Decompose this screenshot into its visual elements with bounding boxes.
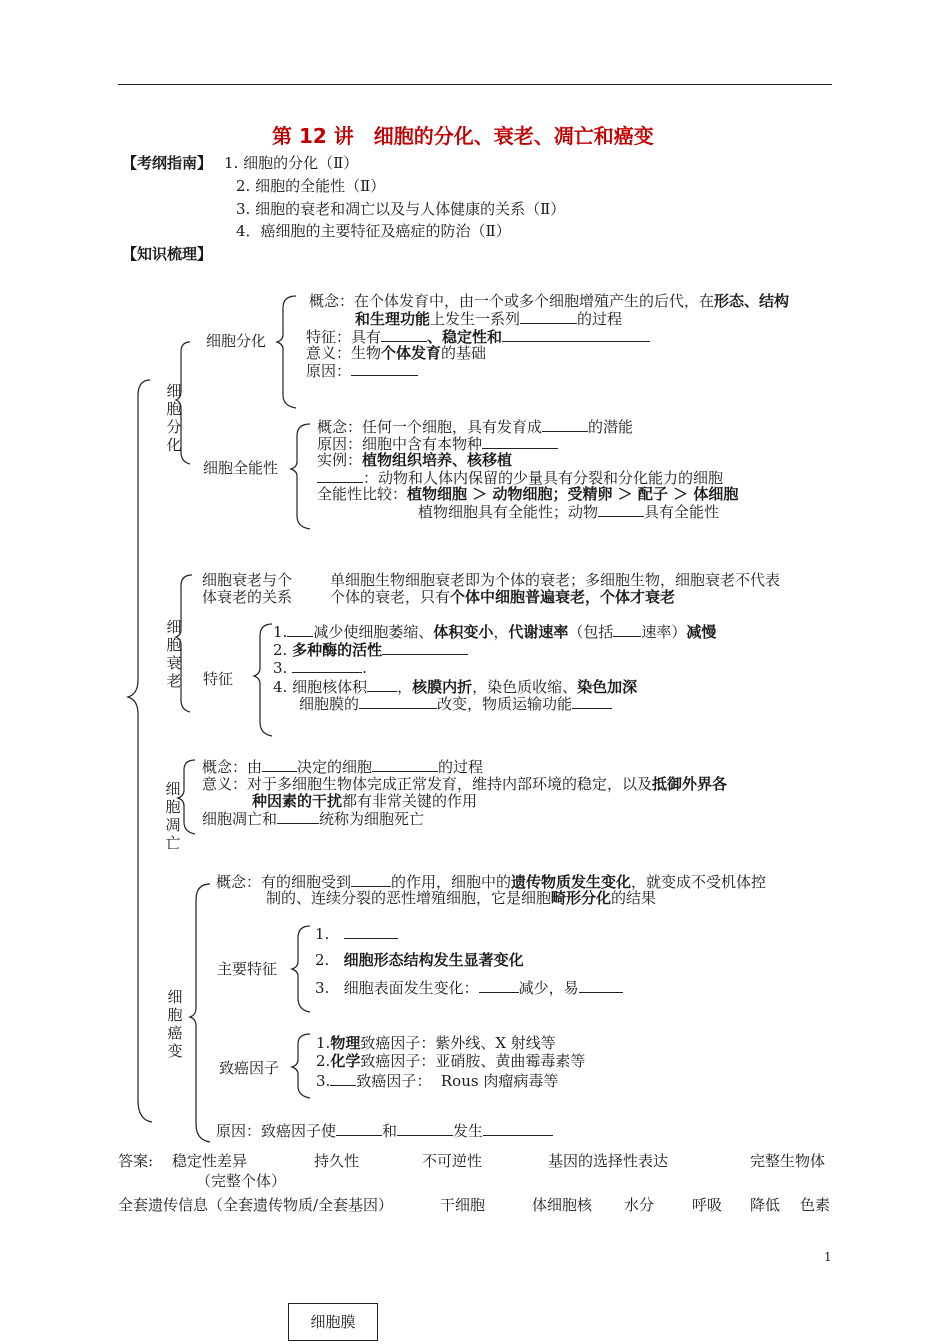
diff-feature: 特征：具有 、稳定性和 bbox=[306, 327, 650, 346]
diff-label: 细胞分化 bbox=[206, 332, 267, 350]
blank bbox=[367, 677, 397, 692]
blank bbox=[613, 622, 641, 637]
answer-b7: 色素 bbox=[800, 1196, 831, 1214]
cancer-concept1: 概念：有的细胞受到 的作用，细胞中的遗传物质发生变化，就变成不受机体控 bbox=[216, 873, 767, 891]
aging-feat-1: 1. 减少使细胞萎缩、体积变小，代谢速率（包括 速率）减慢 bbox=[273, 623, 717, 641]
cancer-factor-1: 1.物理致癌因子：紫外线、X 射线等 bbox=[316, 1034, 556, 1052]
answers-label: 答案: bbox=[118, 1152, 154, 1170]
blank bbox=[381, 327, 427, 342]
apop-meaning1: 意义：对于多细胞生物体完成正常发育，维持内部环境的稳定，以及抵御外界各 bbox=[202, 775, 728, 793]
cancer-factor-label: 致癌因子 bbox=[219, 1059, 280, 1077]
answer-4: 基因的选择性表达 bbox=[548, 1152, 669, 1170]
answer-3: 不可逆性 bbox=[422, 1152, 483, 1170]
tot-label: 细胞全能性 bbox=[203, 459, 279, 477]
footer-box: 细胞膜 bbox=[288, 1303, 378, 1341]
outline-item-4: 4．癌细胞的主要特征及癌症的防治（Ⅱ） bbox=[236, 222, 511, 240]
aging-feat-5: 细胞膜的 改变，物质运输功能 bbox=[299, 694, 612, 713]
aging-feat-2: 2. 多种酶的活性 bbox=[273, 640, 468, 659]
blank bbox=[482, 434, 558, 449]
tot-compare: 全能性比较：植物细胞 ＞ 动物细胞；受精卵 ＞ 配子 ＞ 体细胞 bbox=[317, 485, 739, 503]
aging-feat-label: 特征 bbox=[203, 670, 234, 688]
answer-b1: 全套遗传信息（全套遗传物质/全套基因） bbox=[118, 1196, 394, 1214]
blank bbox=[351, 361, 418, 376]
blank bbox=[579, 978, 623, 993]
blank bbox=[598, 502, 644, 517]
blank bbox=[287, 622, 313, 637]
aging-rel-label2: 体衰老的关系 bbox=[202, 588, 293, 606]
answer-b2: 干细胞 bbox=[440, 1196, 486, 1214]
answer-b6: 降低 bbox=[750, 1196, 781, 1214]
blank bbox=[262, 757, 297, 772]
answer-b4: 水分 bbox=[624, 1196, 655, 1214]
blank bbox=[292, 658, 362, 673]
diff-reason: 原因： bbox=[306, 361, 418, 380]
aging-rel1: 单细胞生物细胞衰老即为个体的衰老；多细胞生物，细胞衰老不代表 bbox=[330, 571, 781, 589]
blank bbox=[572, 694, 612, 709]
group-label-diaowang: 细胞凋亡 bbox=[165, 780, 181, 852]
tot-stemcell: ：动物和人体内保留的少量具有分裂和分化能力的细胞 bbox=[317, 468, 723, 487]
blank bbox=[359, 694, 437, 709]
blank bbox=[351, 872, 391, 887]
diff-concept-line1: 概念：在个体发育中，由一个或多个细胞增殖产生的后代，在形态、结构 bbox=[309, 292, 790, 310]
blank bbox=[344, 924, 398, 939]
blank bbox=[483, 1121, 553, 1136]
cancer-main-3: 3. 细胞表面发生变化： 减少，易 bbox=[315, 978, 623, 997]
tot-compare2: 植物细胞具有全能性；动物 具有全能性 bbox=[418, 503, 720, 521]
apop-concept: 概念：由 决定的细胞 的过程 bbox=[202, 758, 484, 776]
cancer-main-2: 2. 细胞形态结构发生显著变化 bbox=[315, 951, 524, 969]
answer-2: 持久性 bbox=[314, 1152, 360, 1170]
aging-feat-3: 3. . bbox=[273, 659, 367, 677]
blank bbox=[502, 327, 650, 342]
cancer-factor-2: 2.化学致癌因子：亚硝胺、黄曲霉毒素等 bbox=[316, 1052, 586, 1070]
cancer-factor-3: 3. 致癌因子： Rous 肉瘤病毒等 bbox=[316, 1072, 559, 1090]
blank bbox=[382, 640, 468, 655]
tot-example: 实例：植物组织培养、核移植 bbox=[317, 451, 513, 469]
blank bbox=[520, 309, 577, 324]
cancer-main-label: 主要特征 bbox=[217, 960, 278, 978]
answer-5: 完整生物体 bbox=[750, 1152, 826, 1170]
cancer-main-1: 1. bbox=[315, 924, 398, 943]
outline-label: 【考纲指南】 bbox=[122, 154, 213, 172]
answer-6: （完整个体） bbox=[196, 1172, 287, 1190]
tot-reason: 原因：细胞中含有本物种 bbox=[317, 434, 558, 453]
aging-rel-label1: 细胞衰老与个 bbox=[202, 571, 293, 589]
blank bbox=[542, 417, 588, 432]
cancer-reason: 原因：致癌因子使 和 发生 bbox=[216, 1121, 553, 1140]
blank bbox=[277, 809, 319, 824]
blank bbox=[479, 978, 519, 993]
group-label-fenhua: 细胞分化 bbox=[166, 382, 182, 454]
apop-death: 细胞凋亡和 统称为细胞死亡 bbox=[202, 810, 425, 828]
blank bbox=[336, 1121, 382, 1136]
page-number: 1 bbox=[824, 1250, 832, 1264]
answer-1: 稳定性差异 bbox=[172, 1152, 248, 1170]
aging-feat-4: 4. 细胞核体积 ，核膜内折，染色质收缩、染色加深 bbox=[273, 678, 638, 696]
group-label-aibian: 细胞癌变 bbox=[167, 988, 183, 1060]
diff-meaning: 意义：生物个体发育的基础 bbox=[306, 344, 487, 362]
outline-item-3: 3. 细胞的衰老和凋亡以及与人体健康的关系（Ⅱ） bbox=[236, 200, 566, 218]
blank bbox=[317, 468, 363, 483]
aging-rel2: 个体的衰老，只有个体中细胞普遍衰老，个体才衰老 bbox=[330, 588, 676, 606]
blank bbox=[397, 1121, 453, 1136]
blank bbox=[372, 757, 438, 772]
group-label-shuailao: 细胞衰老 bbox=[166, 618, 182, 690]
tot-concept: 概念：任何一个细胞，具有发育成 的潜能 bbox=[317, 418, 634, 436]
blank bbox=[330, 1071, 356, 1086]
outline-item-2: 2. 细胞的全能性（Ⅱ） bbox=[236, 177, 386, 195]
cancer-concept2: 制的、连续分裂的恶性增殖细胞，它是细胞畸形分化的结果 bbox=[266, 889, 657, 907]
apop-meaning2: 种因素的干扰都有非常关键的作用 bbox=[252, 792, 478, 810]
answer-b5: 呼吸 bbox=[692, 1196, 723, 1214]
knowledge-label: 【知识梳理】 bbox=[122, 245, 213, 263]
page-title: 第 12 讲 细胞的分化、衰老、凋亡和癌变 bbox=[272, 124, 654, 148]
diff-concept-line2: 和生理功能上发生一系列 的过程 bbox=[355, 310, 623, 328]
answer-b3: 体细胞核 bbox=[532, 1196, 593, 1214]
outline-item-1: 1. 细胞的分化（Ⅱ） bbox=[224, 154, 359, 172]
